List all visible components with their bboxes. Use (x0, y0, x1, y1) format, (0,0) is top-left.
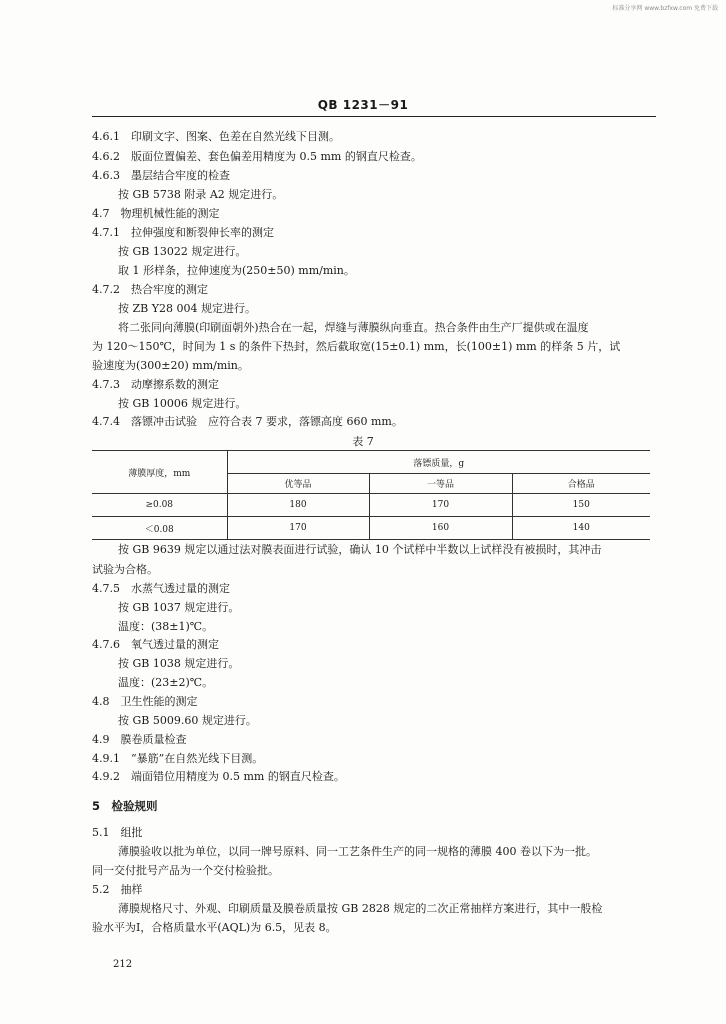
clause-4-6-3: 4.6.3 墨层结合牢度的检查 (92, 169, 230, 182)
header-rule (92, 116, 656, 117)
table-header-thickness: 薄膜厚度，mm (92, 451, 227, 494)
table-row (92, 494, 650, 517)
clause-4-7-6-temp: 温度：(23±2)℃。 (118, 676, 214, 689)
clause-4-7-5-temp: 温度：(38±1)℃。 (118, 620, 214, 633)
clause-4-7-4-para-1: 按 GB 9639 规定以通过法对膜表面进行试验，确认 10 个试样中半数以上试样没有被损时，其冲击 (118, 543, 602, 556)
clause-4-6-3-body: 按 GB 5738 附录 A2 规定进行。 (118, 188, 284, 201)
table-header-dart-mass: 落镖质量，g (227, 451, 650, 474)
clause-4-7-5: 4.7.5 水蒸气透过量的测定 (92, 582, 230, 595)
table-cell-thickness: ≥0.08 (92, 494, 227, 517)
table-cell-thickness: ＜0.08 (92, 517, 227, 540)
clause-4-7-2-para-2: 为 120～150℃，时间为 1 s 的条件下热封，然后截取宽(15±0.1) mm，长(100±1) mm 的样条 5 片，试 (92, 340, 621, 353)
clause-4-7-4: 4.7.4 落镖冲击试验 应符合表 7 要求，落镖高度 660 mm。 (92, 415, 403, 428)
clause-5-1: 5.1 组批 (92, 826, 143, 839)
table-cell: 150 (512, 494, 650, 517)
table-cell: 160 (369, 517, 512, 540)
clause-4-7-6: 4.7.6 氧气透过量的测定 (92, 638, 219, 651)
clause-5-2-para-2: 验水平为Ⅰ，合格质量水平(AQL)为 6.5，见表 8。 (92, 921, 337, 934)
clause-4-7-6-body: 按 GB 1038 规定进行。 (118, 657, 240, 670)
table-7 (92, 450, 650, 540)
clause-5-1-para-2: 同一交付批号产品为一个交付检验批。 (92, 864, 279, 877)
table-7-caption: 表 7 (352, 435, 374, 448)
standard-header: QB 1231－91 (317, 98, 409, 112)
clause-4-7-1-body: 按 GB 13022 规定进行。 (118, 245, 247, 258)
clause-4-7-5-body: 按 GB 1037 规定进行。 (118, 601, 240, 614)
clause-4-7-4-para-2: 试验为合格。 (92, 563, 158, 576)
clause-4-7-1-body-2: 取 1 形样条，拉伸速度为(250±50) mm/min。 (118, 264, 355, 277)
clause-4-7-2-para-3: 验速度为(300±20) mm/min。 (92, 359, 249, 372)
clause-5-2: 5.2 抽样 (92, 883, 143, 896)
table-cell: 170 (227, 517, 369, 540)
table-header-grade: 优等品 (227, 474, 369, 494)
table-header-grade: 合格品 (512, 474, 650, 494)
table-row (92, 517, 650, 540)
clause-4-7-2: 4.7.2 热合牢度的测定 (92, 283, 208, 296)
section-5-heading: 5 检验规则 (92, 799, 158, 813)
clause-4-8: 4.8 卫生性能的测定 (92, 695, 198, 708)
clause-4-9: 4.9 膜卷质量检查 (92, 733, 187, 746)
table-cell: 140 (512, 517, 650, 540)
page-number: 212 (113, 959, 133, 970)
clause-4-8-body: 按 GB 5009.60 规定进行。 (118, 714, 257, 727)
clause-4-9-1: 4.9.1 “暴筋”在自然光线下目测。 (92, 752, 264, 765)
clause-4-7-3-body: 按 GB 10006 规定进行。 (118, 397, 247, 410)
table-cell: 170 (369, 494, 512, 517)
clause-4-7-1: 4.7.1 拉伸强度和断裂伸长率的测定 (92, 226, 274, 239)
clause-4-7-2-body: 按 ZB Y28 004 规定进行。 (118, 302, 256, 315)
clause-4-7: 4.7 物理机械性能的测定 (92, 207, 220, 220)
clause-5-2-para-1: 薄膜规格尺寸、外观、印刷质量及膜卷质量按 GB 2828 规定的二次正常抽样方案进行，其中一般检 (118, 902, 603, 915)
clause-4-9-2: 4.9.2 端面错位用精度为 0.5 mm 的钢直尺检查。 (92, 770, 345, 783)
table-header-grade: 一等品 (369, 474, 512, 494)
table-cell: 180 (227, 494, 369, 517)
clause-4-7-3: 4.7.3 动摩擦系数的测定 (92, 378, 219, 391)
watermark-text: 标准分享网 www.bzfxw.com 免费下载 (612, 5, 718, 12)
clause-4-6-1: 4.6.1 印刷文字、图案、色差在自然光线下目测。 (92, 130, 340, 143)
clause-5-1-para-1: 薄膜验收以批为单位，以同一牌号原料、同一工艺条件生产的同一规格的薄膜 400 卷以下为一批。 (118, 845, 597, 858)
clause-4-7-2-para-1: 将二张同向薄膜(印刷面朝外)热合在一起，焊缝与薄膜纵向垂直。热合条件由生产厂提供或在温度 (118, 321, 589, 334)
clause-4-6-2: 4.6.2 版面位置偏差、套色偏差用精度为 0.5 mm 的钢直尺检查。 (92, 150, 422, 163)
